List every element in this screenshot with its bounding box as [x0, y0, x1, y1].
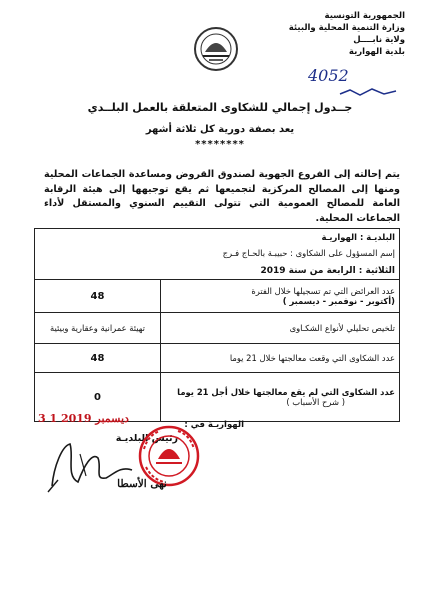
place-date-label: الهواريـة في :: [184, 420, 244, 430]
row-value: تهيئة عمرانية وعقارية وبيئية: [35, 313, 161, 344]
row-label: عدد الشكاوى التي وقعت معالجتها خلال 21 يوما: [229, 353, 395, 363]
row-label: تلخيص تحليلي لأنواع الشكـاوى: [289, 323, 395, 333]
table-row-responsible: [35, 245, 400, 261]
municipality-label: البلديـة : الهواريـة: [321, 232, 395, 242]
row-sublabel: ( شرح الأسباب ): [286, 397, 345, 407]
date-stamp-text: 3 1 ديسمبر 2019: [38, 412, 129, 425]
ministry-header: [255, 10, 405, 58]
signatory-title: رئيس البلديـة: [115, 433, 178, 444]
row-label: عدد العرائض التي تم تسجيلها خلال الفترة: [251, 286, 395, 296]
header-line-2: وزارة التنمية المحلية والبيئة: [288, 23, 405, 33]
table-row: [35, 313, 400, 344]
signatory-name: نهى الأسطا: [117, 478, 167, 490]
quarter-label: الثلاثية : الرابعة من سنة 2019: [260, 265, 395, 276]
row-value: 48: [35, 280, 161, 313]
table-row: [35, 280, 400, 313]
document-subtitle: يعد بصفة دورية كل ثلاثة أشهر: [145, 124, 295, 135]
table-row-quarter: [35, 261, 400, 280]
header-line-3: ولاية نابــــل: [353, 35, 405, 45]
row-sublabel: (أكتوبر - نوفمبر - ديسمبر ): [282, 296, 395, 306]
title-stars: ********: [195, 139, 245, 150]
reference-number-text: 4052: [308, 66, 349, 85]
handwritten-scribble: [338, 82, 398, 92]
table-row-municipality: [35, 229, 400, 246]
row-value: 48: [35, 344, 161, 373]
document-title: جــدول إجمالي للشكاوى المتعلقة بالعمل البلــدي: [87, 101, 353, 114]
header-line-4: بلدية الهوارية: [348, 47, 405, 57]
row-value: 0: [35, 373, 161, 422]
intro-paragraph: يتم إحالته إلى الفروع الجهوية لصندوق القروض ومساعدة الجماعات المحلية ومنها إلى المصالح المركزية لتجميعها ثم يقع توجيهها إلى هيئة الرقابة العامة للمصالح العمومية التي تتولى التقييم السنوي والمستقل لأداء الجماعات المحلية.: [44, 169, 400, 224]
municipal-emblem-icon: [193, 26, 239, 72]
row-label: عدد الشكاوى التي لم يقع معالجتها خلال أجل 21 يوما: [177, 387, 395, 397]
date-stamp: [38, 412, 129, 425]
complaints-table: [34, 228, 400, 422]
table-row: [35, 344, 400, 373]
responsible-label: إسم المسؤول على الشكاوى : حبيبـة بالحـاج فـرج: [222, 248, 395, 258]
header-line-1: الجمهورية التونسية: [324, 11, 405, 21]
